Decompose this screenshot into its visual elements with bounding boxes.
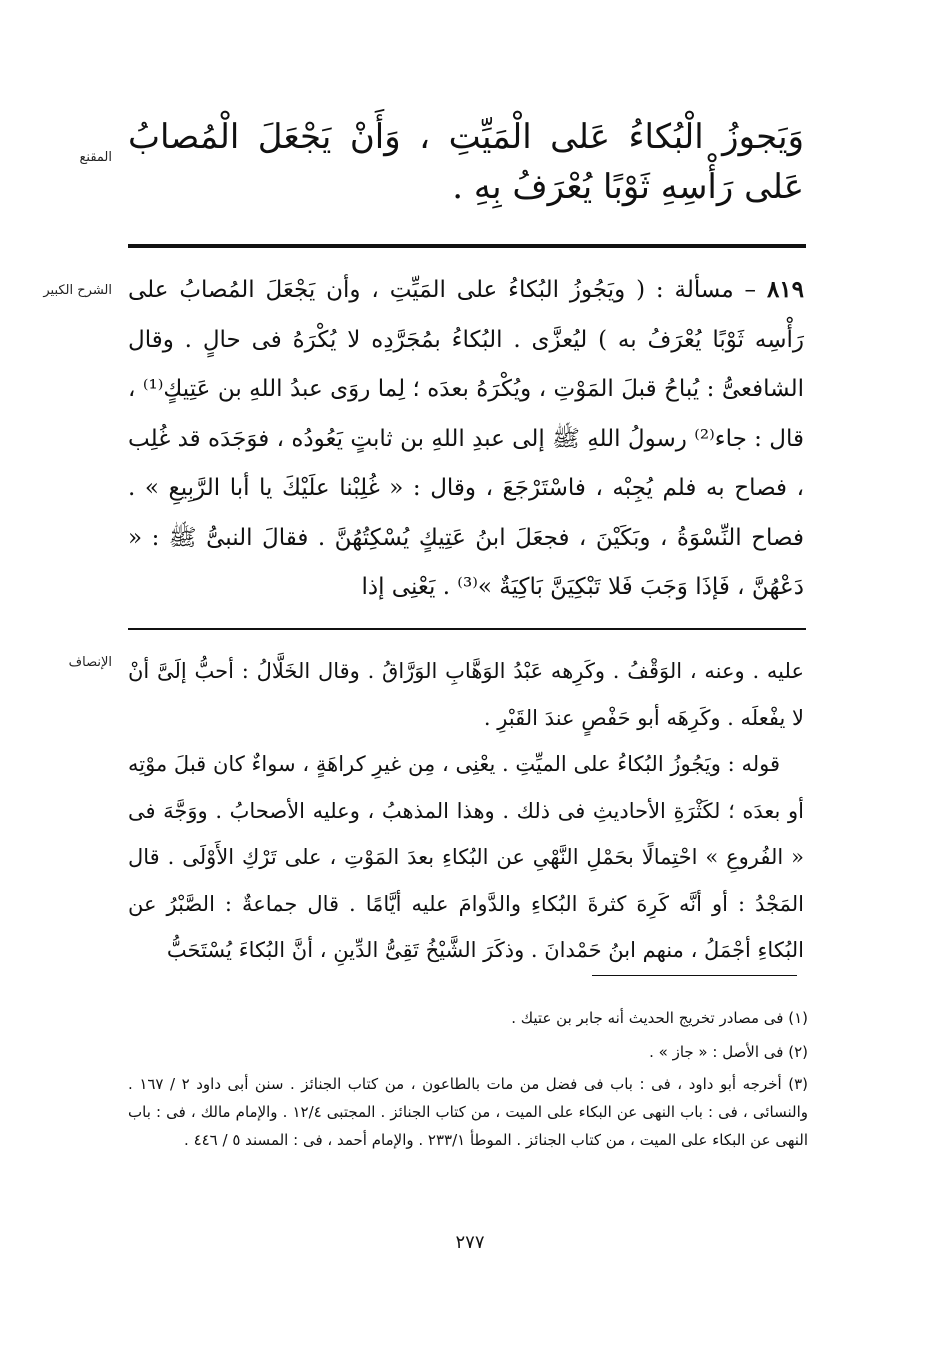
insaf-label: الإنصاف <box>68 655 112 670</box>
insaf-paragraph-1: عليه . وعنه ، الوَقْفُ . وكَرِهه عَبْدُ الوَهَّابِ الوَرَّاقُ . وقال الخَلَّالُ : أحبُّ إلَىَّ أنْ لا يفْعلَه . وكَرِهَه أبو حَفْصٍ عندَ القَبْرِ . <box>128 659 804 730</box>
issue-number: ٨١٩ <box>766 276 804 303</box>
insaf-text <box>128 648 804 974</box>
footnote-3: (٣) أخرجه أبو داود ، فى : باب فى فضل من مات بالطاعون ، من كتاب الجنائز . سنن أبى داود ٢ / ١٦٧ . والنسائى ، فى : باب النهى عن البكاء على الميت ، من كتاب الجنائز . المجتبى ١٢/٤ . والإمام مالك ، فى : باب النهى عن البكاء على الميت ، من كتاب الجنائز . الموطأ ٢٣٣/١ . والإمام أحمد ، فى : المسند ٥ / ٤٤٦ . <box>128 1075 808 1149</box>
page-number: ٢٧٧ <box>455 1232 485 1253</box>
section-divider-thin <box>128 628 806 630</box>
sharh-body: – مسألة : ( ويَجُوزُ البُكاءُ على المَيِّتِ ، وأن يَجْعَلَ المُصابُ على رَأْسِه ثَوْبًا يُعْرَفُ به ) ليُعزَّى . البُكاءُ بمُجَرَّدِه لا يُكْرَهُ فى حالٍ . وقال الشافعىُّ : يُباحُ قبلَ المَوْتِ ، ويُكْرَهُ بعدَه ؛ لِما روَى عبدُ اللهِ بن عَتِيكٍ⁽¹⁾ ، قال : جاء⁽²⁾ رسولُ اللهِ ﷺ إلى عبدِ اللهِ بن ثابتٍ يَعُودُه ، فوَجَدَه قد غُلِب ، فصاح به فلم يُجِبْه ، فاسْتَرْجَعَ ، وقال : « غُلِبْنا علَيْكَ يا أبا الرَّبِيعِ » . فصاح النِّسْوَةُ ، وبَكَيْنَ ، فجعَلَ ابنُ عَتِيكٍ يُسْكِتُهُنَّ . فقالَ النبىُّ ﷺ : « دَعْهُنَّ ، فَإذَا وَجَبَ فَلا تَبْكِيَنَّ بَاكِيَةٌ »⁽³⁾ . يَعْنِى إذا <box>128 277 804 600</box>
muqni-text: وَيَجوزُ الْبُكاءُ عَلى الْمَيِّتِ ، وَأَنْ يَجْعَلَ الْمُصابُ عَلى رَأْسِهِ ثَوْبًا يُعْرَفُ بِهِ . <box>128 117 804 207</box>
footnote-1: (١) فى مصادر تخريج الحديث أنه جابر بن عتيك . <box>511 1009 808 1027</box>
section-divider-thick <box>128 244 806 248</box>
muqni-label: المقنع <box>79 150 112 165</box>
sharh-label: الشرح الكبير <box>43 283 112 298</box>
footnote-2: (٢) فى الأصل : « جاز » . <box>649 1043 808 1061</box>
sharh-text <box>128 265 804 613</box>
footnote-separator <box>592 975 797 976</box>
insaf-paragraph-2: قوله : ويَجُوزُ البُكاءُ على الميِّتِ . يعْنِى ، مِن غيرِ كراهَةٍ ، سواءٌ كان قبلَ موْتِه أو بعدَه ؛ لكَثْرَةِ الأحاديثِ فى ذلك . وهذا المذهبُ ، وعليه الأصحابُ . ووَجَّهَ فى « الفُروعِ » احْتِمالًا بحَمْلِ النَّهْىِ عن البُكاءِ بعدَ المَوْتِ ، على تَرْكِ الأَوْلَى . قال المَجْدُ : أو أنَّه كَرِهَ كثرةَ البُكاءِ والدَّوامَ عليه أيَّامًا . قال جماعةٌ : الصَّبْرُ عن البُكاءِ أجْمَلُ ، منهم ابنُ حَمْدانَ . وذكَرَ الشَّيْخُ تَقِىُّ الدِّينِ ، أنَّ البُكاءَ يُسْتَحَبُّ <box>128 752 804 962</box>
